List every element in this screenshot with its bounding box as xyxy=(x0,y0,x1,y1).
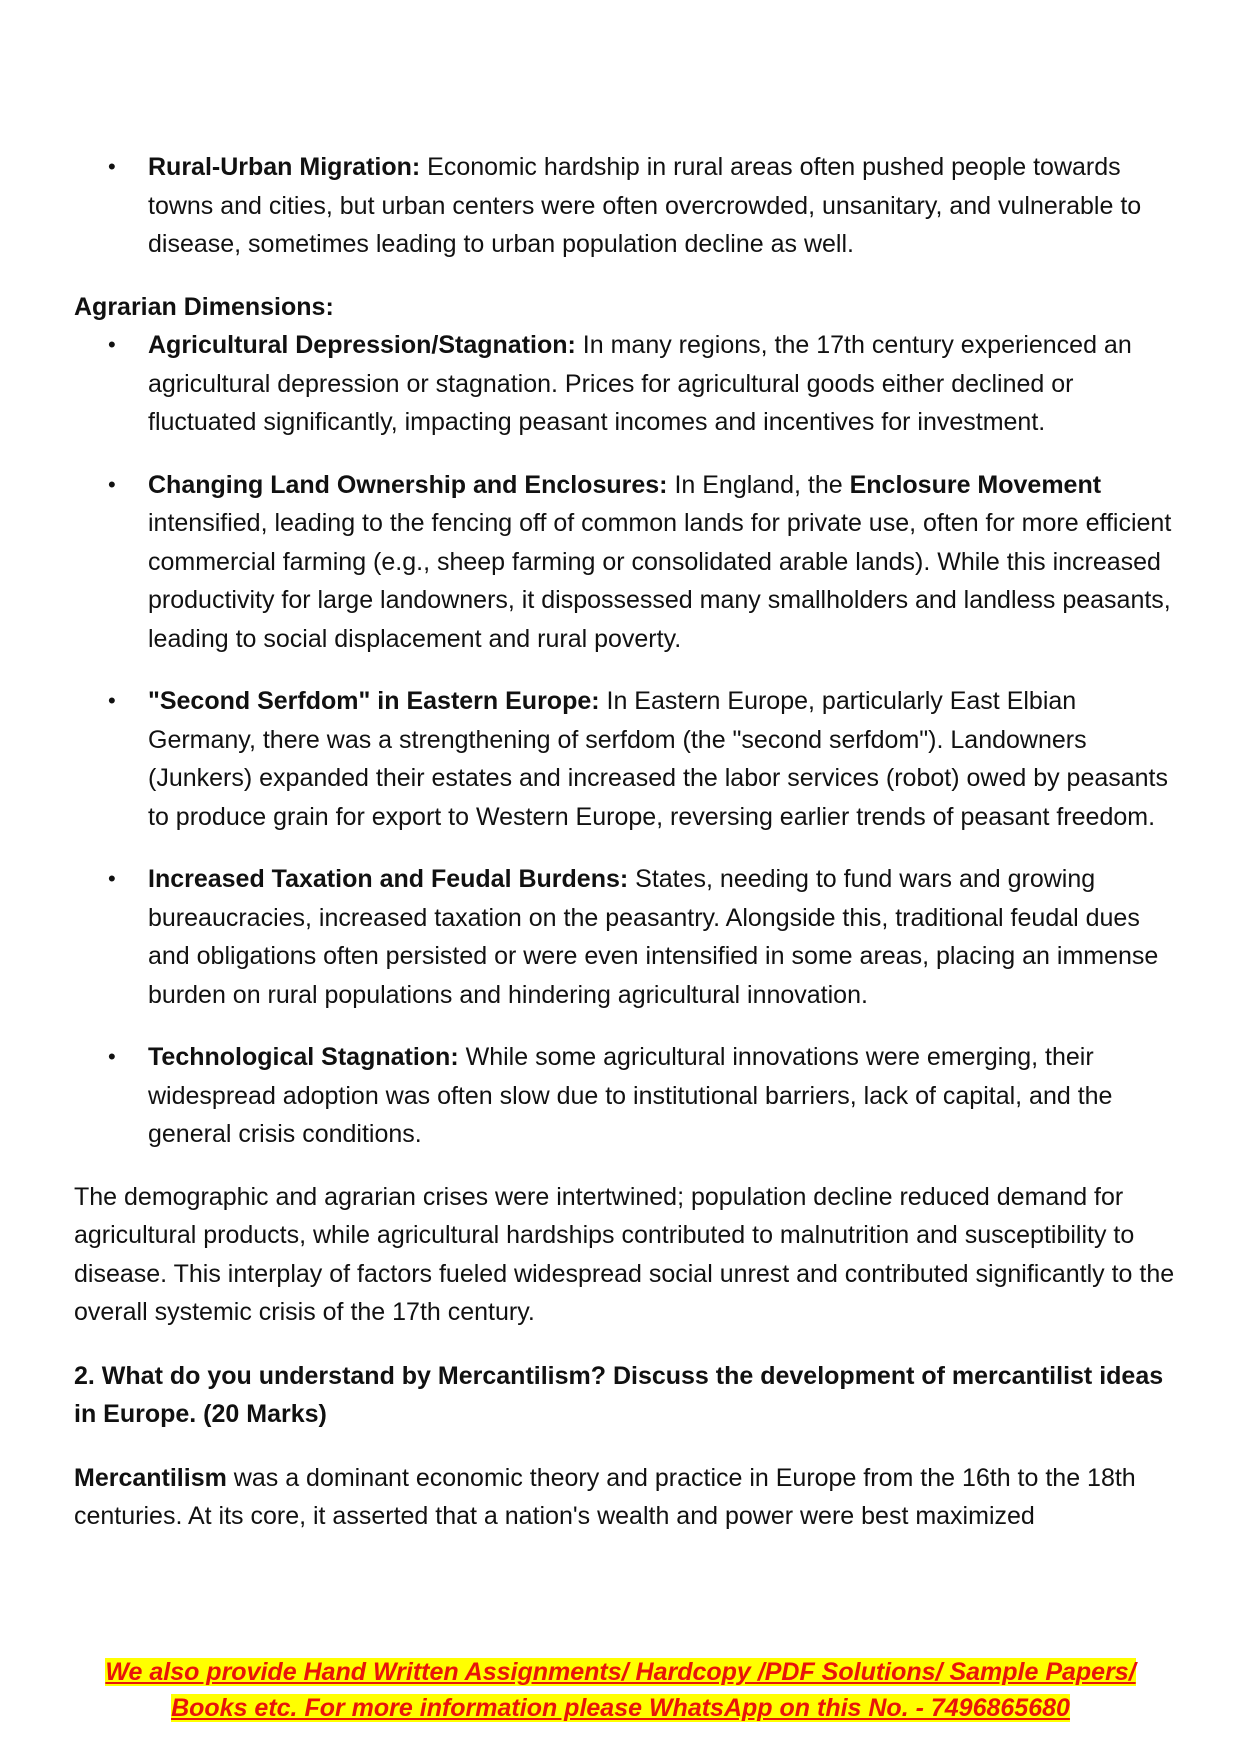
list-item xyxy=(74,326,1184,442)
bullet-icon: • xyxy=(108,154,116,179)
document-body xyxy=(74,148,1184,1536)
promo-footer-line-1: We also provide Hand Written Assignments/ Hardcopy /PDF Solutions/ Sample Papers/ xyxy=(105,1658,1136,1686)
list-item xyxy=(74,1038,1184,1154)
list-item-text: In Eastern Europe, particularly East Elbian Germany, there was a strengthening of serfdom (the "second serfdom"). Landowners (Junkers) expanded their estates and increased the labor services (robot) owed by peasants to produce grain for export to Western Europe, reversing earlier trends of peasant freedom. xyxy=(148,687,1169,831)
list-item-text: While some agricultural innovations were emerging, their widespread adoption was often slow due to institutional barriers, lack of capital, and the general crisis conditions. xyxy=(148,1043,1113,1148)
list-item-term: Increased Taxation and Feudal Burdens: xyxy=(148,865,629,893)
mercantilism-text: was a dominant economic theory and practice in Europe from the 16th to the 18th centuries. At its core, it asserted that a nation's wealth and power were best maximized xyxy=(74,1463,1136,1530)
list-item-text: In England, the xyxy=(667,470,850,499)
list-item-text: Economic hardship in rural areas often pushed people towards towns and cities, but urban centers were often overcrowded, unsanitary, and vulnerable to disease, sometimes leading to urban population decline as well. xyxy=(148,153,1142,258)
promo-footer xyxy=(0,1654,1241,1726)
list-item-term: Changing Land Ownership and Enclosures: xyxy=(148,470,668,499)
promo-footer-line-2: Books etc. For more information please WhatsApp on this No. - 7496865680 xyxy=(171,1694,1070,1722)
list-item-text: States, needing to fund wars and growing bureaucracies, increased taxation on the peasantry. Alongside this, traditional feudal dues and obligations often persisted or were even intensified in some areas, placing an immense burden on rural populations and hindering agricultural innovation. xyxy=(148,865,1159,1009)
list-item xyxy=(74,682,1184,836)
question-heading: 2. What do you understand by Mercantilism? Discuss the development of mercantilist ideas in Europe. (20 Marks) xyxy=(74,1361,1164,1428)
list-item-text: In many regions, the 17th century experienced an agricultural depression or stagnation. Prices for agricultural goods either declined or fluctuated significantly, impacting peasant incomes and incentives for investment. xyxy=(148,331,1132,436)
list-item xyxy=(74,860,1184,1014)
mercantilism-term: Mercantilism xyxy=(74,1463,227,1492)
list-item-inline-term: Enclosure Movement xyxy=(849,470,1102,499)
bullet-icon: • xyxy=(108,1044,116,1069)
bullet-icon: • xyxy=(108,332,116,357)
list-item-text: intensified, leading to the fencing off of common lands for private use, often for more efficient commercial farming (e.g., sheep farming or consolidated arable lands). While this increased productivity for large landowners, it dispossessed many smallholders and landless peasants, leading to social displacement and rural poverty. xyxy=(148,509,1172,653)
agrarian-list xyxy=(74,326,1184,1154)
list-item xyxy=(74,148,1184,264)
list-item-term: Technological Stagnation: xyxy=(148,1043,459,1071)
list-item-term: Rural-Urban Migration: xyxy=(148,153,421,181)
bullet-icon: • xyxy=(108,688,116,713)
summary-paragraph: The demographic and agrarian crises were intertwined; population decline reduced demand for agricultural products, while agricultural hardships contributed to malnutrition and susceptibility to disease. This interplay of factors fueled widespread social unrest and contributed significantly to the overall systemic crisis of the 17th century. xyxy=(74,1182,1175,1326)
list-item-term: "Second Serfdom" in Eastern Europe: xyxy=(148,687,600,715)
bullet-icon: • xyxy=(108,866,116,891)
mercantilism-paragraph xyxy=(74,1459,1184,1536)
migration-list xyxy=(74,148,1184,264)
section-heading-agrarian: Agrarian Dimensions: xyxy=(74,292,334,321)
bullet-icon: • xyxy=(108,471,116,497)
list-item xyxy=(74,466,1184,659)
list-item-term: Agricultural Depression/Stagnation: xyxy=(148,331,576,359)
